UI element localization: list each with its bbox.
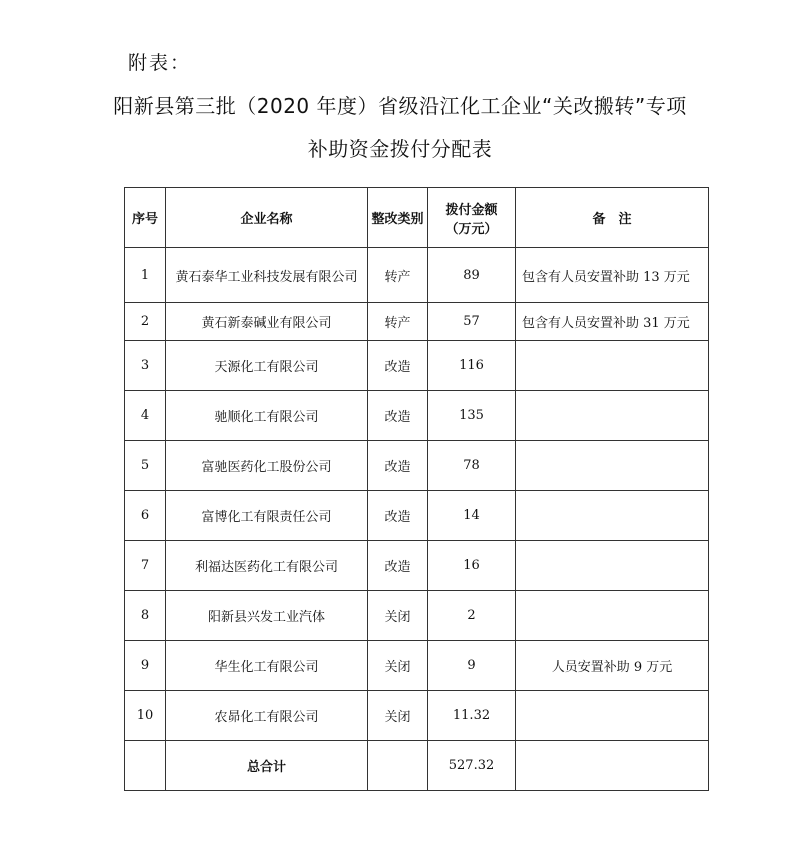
cell-company-name: 农昴化工有限公司 — [166, 691, 368, 741]
cell-amount: 89 — [428, 248, 516, 303]
cell-seq: 10 — [125, 691, 166, 741]
cell-company-name: 华生化工有限公司 — [166, 641, 368, 691]
cell-note — [516, 341, 709, 391]
cell-company-name: 利福达医药化工有限公司 — [166, 541, 368, 591]
header-company-name: 企业名称 — [166, 188, 368, 248]
table-row — [125, 591, 709, 641]
cell-amount: 16 — [428, 541, 516, 591]
cell-company-name: 黄石新泰碱业有限公司 — [166, 303, 368, 341]
cell-note — [516, 591, 709, 641]
header-amount-line-2: （万元） — [445, 221, 498, 237]
cell-amount: 14 — [428, 491, 516, 541]
cell-category: 改造 — [368, 491, 428, 541]
cell-category: 改造 — [368, 341, 428, 391]
cell-amount: 78 — [428, 441, 516, 491]
cell-note — [516, 541, 709, 591]
cell-category: 关闭 — [368, 691, 428, 741]
table-row — [125, 541, 709, 591]
table-row — [125, 341, 709, 391]
cell-amount: 116 — [428, 341, 516, 391]
cell-seq: 6 — [125, 491, 166, 541]
cell-category: 改造 — [368, 391, 428, 441]
header-category: 整改类别 — [368, 188, 428, 248]
cell-category: 关闭 — [368, 591, 428, 641]
appendix-label: 附表： — [128, 52, 192, 74]
cell-company-name: 天源化工有限公司 — [166, 341, 368, 391]
total-row — [125, 741, 709, 791]
table-header-row — [125, 188, 709, 248]
cell-category: 转产 — [368, 248, 428, 303]
cell-category: 改造 — [368, 441, 428, 491]
header-seq: 序号 — [125, 188, 166, 248]
cell-seq: 1 — [125, 248, 166, 303]
cell-amount: 2 — [428, 591, 516, 641]
table-row — [125, 491, 709, 541]
cell-category: 改造 — [368, 541, 428, 591]
cell-seq: 4 — [125, 391, 166, 441]
table-row — [125, 303, 709, 341]
document-title-line-1: 阳新县第三批（2020 年度）省级沿江化工企业“关改搬转”专项 — [113, 94, 687, 118]
header-note: 备 注 — [516, 188, 709, 248]
table-row — [125, 691, 709, 741]
cell-note — [516, 391, 709, 441]
cell-seq: 9 — [125, 641, 166, 691]
cell-amount: 11.32 — [428, 691, 516, 741]
cell-note: 人员安置补助 9 万元 — [516, 641, 709, 691]
cell-seq: 8 — [125, 591, 166, 641]
cell-seq: 2 — [125, 303, 166, 341]
document-title-line-2: 补助资金拨付分配表 — [307, 137, 493, 161]
table-row — [125, 391, 709, 441]
cell-note — [516, 691, 709, 741]
cell-note — [516, 441, 709, 491]
table-row — [125, 441, 709, 491]
total-label: 总合计 — [166, 741, 368, 791]
table-row — [125, 641, 709, 691]
allocation-table — [124, 187, 709, 791]
cell-seq: 3 — [125, 341, 166, 391]
header-amount-line-1: 拨付金额 — [445, 202, 498, 218]
cell-note — [516, 491, 709, 541]
cell-seq: 5 — [125, 441, 166, 491]
cell-company-name: 富驰医药化工股份公司 — [166, 441, 368, 491]
cell-category: 关闭 — [368, 641, 428, 691]
cell-total-note-empty — [516, 741, 709, 791]
cell-seq: 7 — [125, 541, 166, 591]
cell-amount: 9 — [428, 641, 516, 691]
header-amount — [428, 188, 516, 248]
cell-company-name: 阳新县兴发工业汽体 — [166, 591, 368, 641]
cell-total-category-empty — [368, 741, 428, 791]
table-row — [125, 248, 709, 303]
cell-total-empty — [125, 741, 166, 791]
cell-company-name: 黄石泰华工业科技发展有限公司 — [166, 248, 368, 303]
cell-company-name: 富博化工有限责任公司 — [166, 491, 368, 541]
cell-note: 包含有人员安置补助 13 万元 — [516, 248, 709, 303]
cell-category: 转产 — [368, 303, 428, 341]
total-amount: 527.32 — [428, 741, 516, 791]
cell-amount: 135 — [428, 391, 516, 441]
cell-company-name: 驰顺化工有限公司 — [166, 391, 368, 441]
cell-amount: 57 — [428, 303, 516, 341]
cell-note: 包含有人员安置补助 31 万元 — [516, 303, 709, 341]
